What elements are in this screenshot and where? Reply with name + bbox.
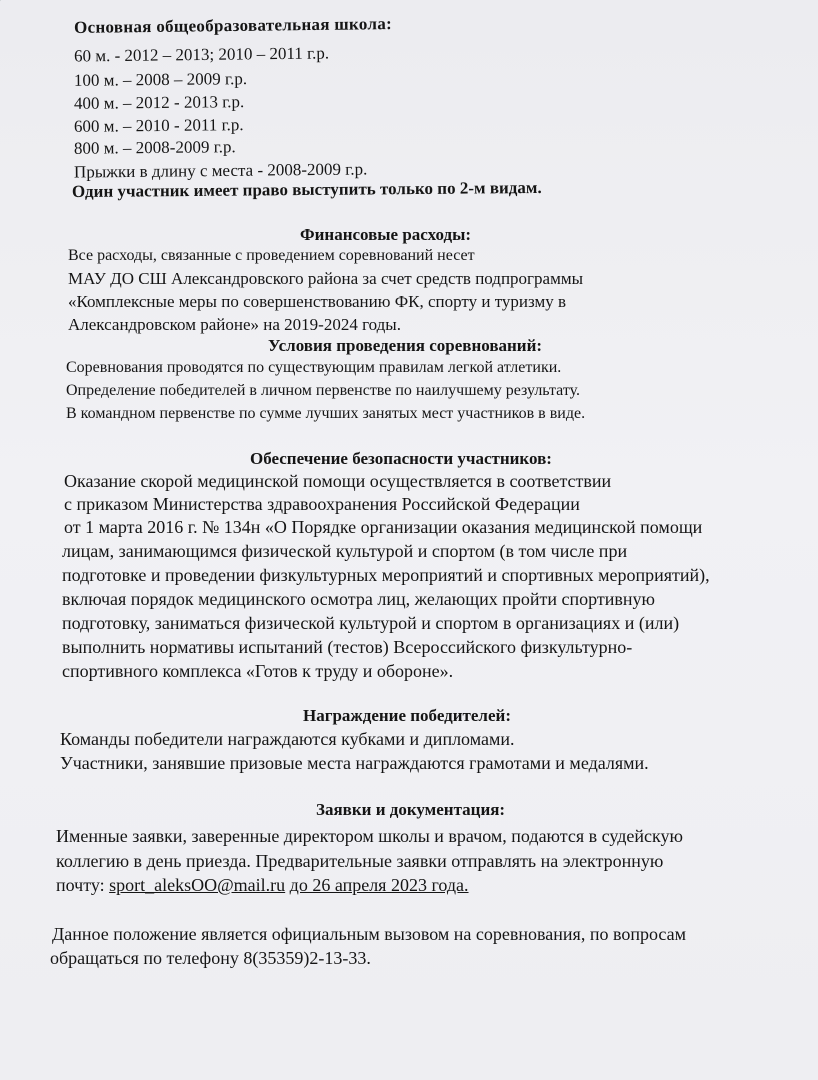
email-prefix: почту: [56, 875, 110, 895]
conditions-line: Соревнования проводятся по существующим правилам легкой атлетики. [66, 359, 562, 376]
school-rule: Один участник имеет право выступить только по 2-м видам. [71, 177, 542, 202]
applications-line: Именные заявки, заверенные директором школы и врачом, подаются в судейскую [56, 826, 683, 846]
safety-line: спортивного комплекса «Готов к труду и обороне». [62, 661, 454, 681]
finance-line: Александровском районе» на 2019-2024 годы. [68, 315, 401, 334]
finance-line: МАУ ДО СШ Александровского района за счет средств подпрограммы [68, 269, 584, 288]
safety-line: от 1 марта 2016 г. № 134н «О Порядке организации оказания медицинской помощи [64, 517, 703, 537]
school-item: 400 м. – 2012 - 2013 г.р. [73, 92, 245, 113]
conditions-line: Определение победителей в личном первенстве по наилучшему результату. [66, 382, 581, 399]
safety-line: подготовку, заниматься физической культурой и спортом в организациях и (или) [62, 613, 680, 633]
finance-line: «Комплексные меры по совершенствованию ФК, спорту и туризму в [68, 292, 567, 311]
safety-line: включая порядок медицинского осмотра лиц, желающих пройти спортивную [62, 589, 655, 609]
awards-line: Команды победители награждаются кубками и дипломами. [60, 729, 515, 749]
finance-line: Все расходы, связанные с проведением соревнований несет [68, 247, 475, 264]
footer-line: обращаться по телефону 8(35359)2-13-33. [50, 948, 371, 968]
awards-line: Участники, занявшие призовые места награждаются грамотами и медалями. [60, 753, 649, 773]
email-link[interactable]: sport_aleksOO@mail.ru [109, 875, 286, 895]
applications-heading: Заявки и документация: [316, 800, 506, 819]
safety-heading: Обеспечение безопасности участников: [250, 449, 552, 468]
school-heading: Основная общеобразовательная школа: [73, 14, 393, 37]
safety-line: Оказание скорой медицинской помощи осуществляется в соответствии [64, 471, 612, 491]
school-item: 800 м. – 2008-2009 г.р. [73, 137, 236, 158]
safety-line: выполнить нормативы испытаний (тестов) Всероссийского физкультурно- [62, 637, 633, 657]
safety-line: лицам, занимающимся физической культурой и спортом (в том числе при [62, 541, 628, 561]
school-item: 600 м. – 2010 - 2011 г.р. [73, 115, 244, 136]
deadline-text: до 26 апреля 2023 года. [289, 875, 469, 895]
paper-fold-mark [0, 0, 71, 90]
safety-line: с приказом Министерства здравоохранения Российской Федерации [64, 494, 580, 514]
footer-line: Данное положение является официальным вызовом на соревнования, по вопросам [52, 924, 687, 944]
conditions-heading: Условия проведения соревнований: [268, 336, 543, 355]
safety-line: подготовке и проведении физкультурных мероприятий и спортивных мероприятий), [62, 565, 710, 585]
school-item: 100 м. – 2008 – 2009 г.р. [73, 69, 248, 90]
school-item: 60 м. - 2012 – 2013; 2010 – 2011 г.р. [73, 43, 330, 66]
awards-heading: Награждение победителей: [303, 706, 511, 725]
school-item: Прыжки в длину с места - 2008-2009 г.р. [73, 159, 368, 182]
finance-heading: Финансовые расходы: [300, 225, 472, 244]
applications-line: коллегию в день приезда. Предварительные заявки отправлять на электронную [56, 851, 664, 871]
applications-line-email [56, 875, 469, 895]
conditions-line: В командном первенстве по сумме лучших занятых мест участников в виде. [66, 405, 586, 422]
